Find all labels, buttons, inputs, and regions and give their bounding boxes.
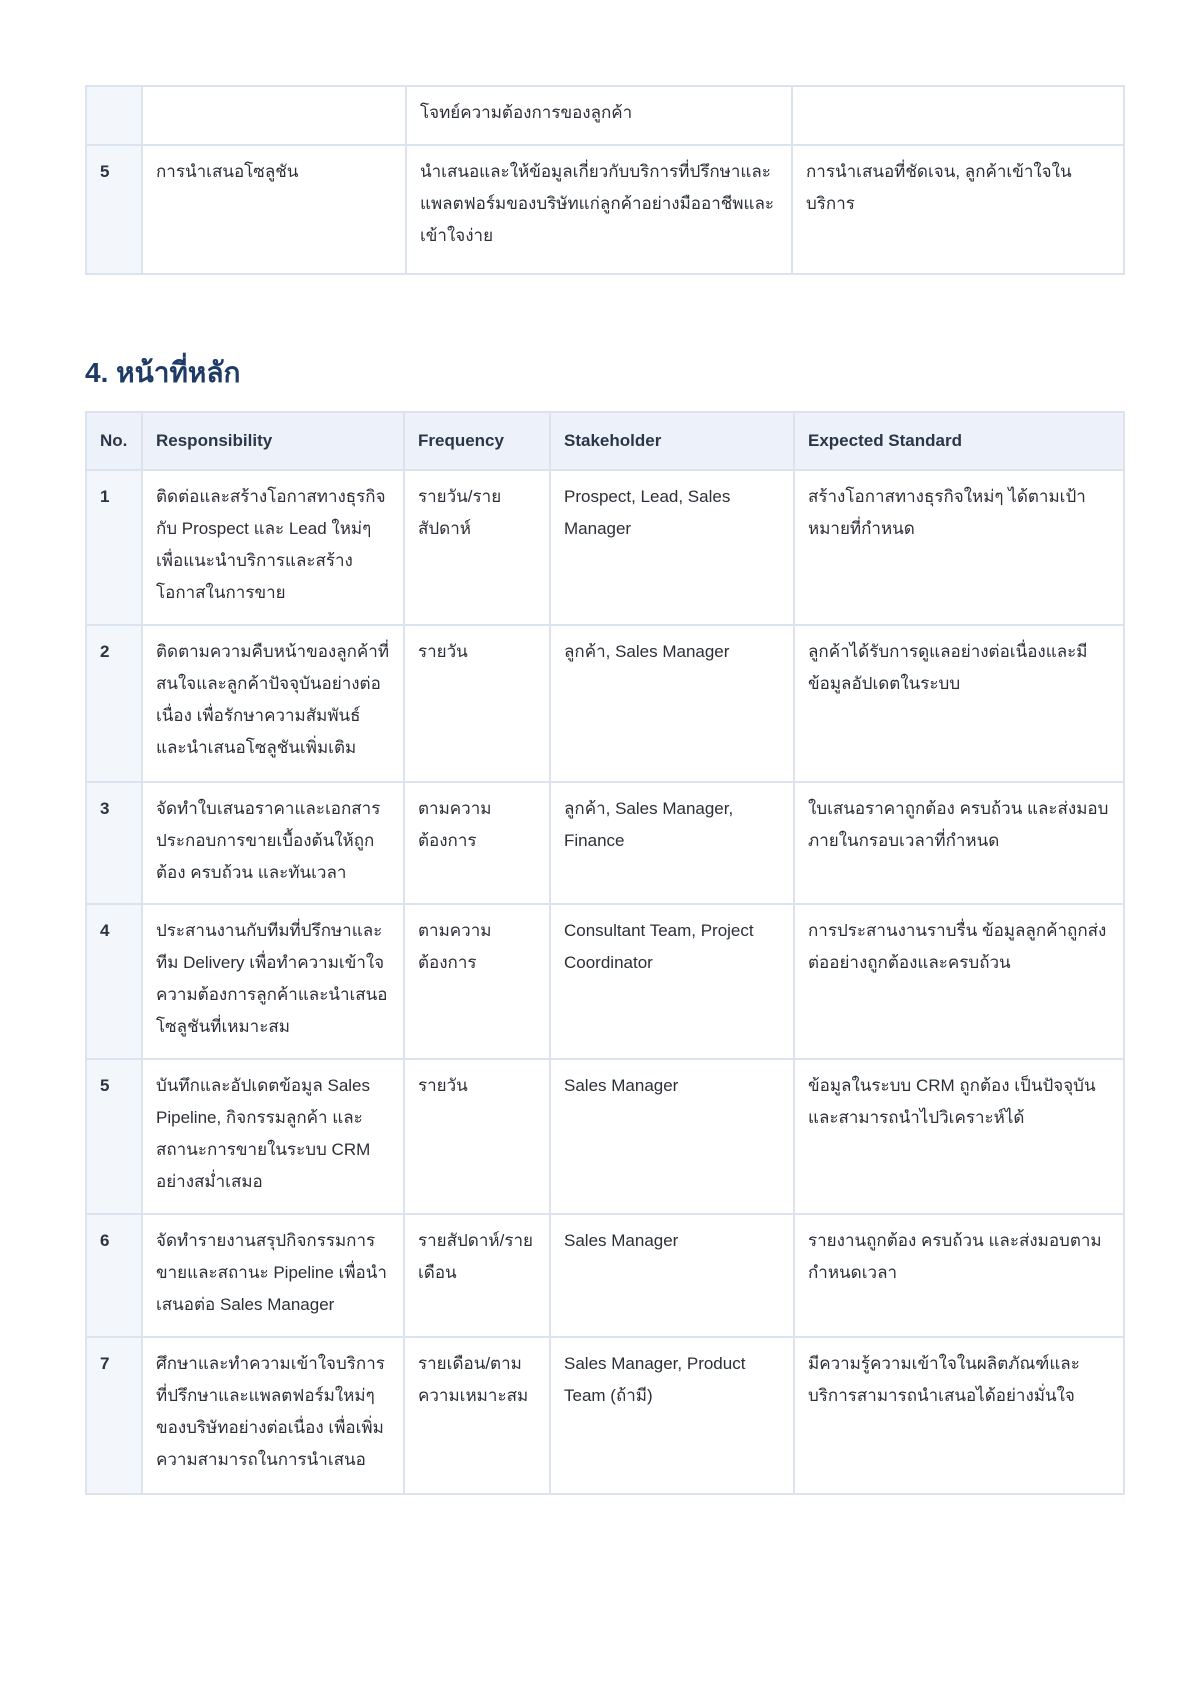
row-responsibility: ติดต่อและสร้างโอกาสทางธุรกิจกับ Prospect และ Lead ใหม่ๆ เพื่อแนะนำบริการและสร้างโอกาสในการขาย xyxy=(142,470,404,625)
row-number: 2 xyxy=(86,625,142,782)
table-header-row xyxy=(86,412,1124,470)
responsibilities-table xyxy=(85,411,1125,1495)
row-outcome xyxy=(792,86,1124,145)
row-topic: การนำเสนอโซลูชัน xyxy=(142,145,406,274)
row-outcome: การนำเสนอที่ชัดเจน, ลูกค้าเข้าใจในบริการ xyxy=(792,145,1124,274)
row-frequency: รายเดือน/ตามความเหมาะสม xyxy=(404,1337,550,1494)
row-number: 1 xyxy=(86,470,142,625)
row-frequency: รายวัน xyxy=(404,1059,550,1214)
row-stakeholder: Sales Manager xyxy=(550,1059,794,1214)
row-responsibility: ติดตามความคืบหน้าของลูกค้าที่สนใจและลูกค้าปัจจุบันอย่างต่อเนื่อง เพื่อรักษาความสัมพันธ์และนำเสนอโซลูชันเพิ่มเติม xyxy=(142,625,404,782)
row-number: 4 xyxy=(86,904,142,1059)
table-row xyxy=(86,782,1124,904)
previous-section-table xyxy=(85,85,1125,275)
row-number: 5 xyxy=(86,1059,142,1214)
row-responsibility: ประสานงานกับทีมที่ปรึกษาและทีม Delivery เพื่อทำความเข้าใจความต้องการลูกค้าและนำเสนอโซลูชันที่เหมาะสม xyxy=(142,904,404,1059)
row-expected-standard: การประสานงานราบรื่น ข้อมูลลูกค้าถูกส่งต่ออย่างถูกต้องและครบถ้วน xyxy=(794,904,1124,1059)
table-row xyxy=(86,86,1124,145)
row-expected-standard: สร้างโอกาสทางธุรกิจใหม่ๆ ได้ตามเป้าหมายที่กำหนด xyxy=(794,470,1124,625)
row-frequency: รายสัปดาห์/รายเดือน xyxy=(404,1214,550,1337)
row-expected-standard: ใบเสนอราคาถูกต้อง ครบถ้วน และส่งมอบภายในกรอบเวลาที่กำหนด xyxy=(794,782,1124,904)
row-frequency: รายวัน xyxy=(404,625,550,782)
row-responsibility: บันทึกและอัปเดตข้อมูล Sales Pipeline, กิจกรรมลูกค้า และสถานะการขายในระบบ CRM อย่างสม่ำเสมอ xyxy=(142,1059,404,1214)
row-stakeholder: Sales Manager xyxy=(550,1214,794,1337)
row-stakeholder: Consultant Team, Project Coordinator xyxy=(550,904,794,1059)
table-row xyxy=(86,625,1124,782)
table-row xyxy=(86,1214,1124,1337)
header-responsibility: Responsibility xyxy=(142,412,404,470)
row-stakeholder: Prospect, Lead, Sales Manager xyxy=(550,470,794,625)
row-detail: นำเสนอและให้ข้อมูลเกี่ยวกับบริการที่ปรึกษาและแพลตฟอร์มของบริษัทแก่ลูกค้าอย่างมืออาชีพและเข้าใจง่าย xyxy=(406,145,792,274)
row-frequency: ตามความต้องการ xyxy=(404,904,550,1059)
header-expected-standard: Expected Standard xyxy=(794,412,1124,470)
section-heading: 4. หน้าที่หลัก xyxy=(85,357,241,388)
row-responsibility: ศึกษาและทำความเข้าใจบริการที่ปรึกษาและแพลตฟอร์มใหม่ๆ ของบริษัทอย่างต่อเนื่อง เพื่อเพิ่มความสามารถในการนำเสนอ xyxy=(142,1337,404,1494)
table-row xyxy=(86,470,1124,625)
row-detail: โจทย์ความต้องการของลูกค้า xyxy=(406,86,792,145)
table-row xyxy=(86,145,1124,274)
row-expected-standard: ข้อมูลในระบบ CRM ถูกต้อง เป็นปัจจุบันและสามารถนำไปวิเคราะห์ได้ xyxy=(794,1059,1124,1214)
row-number: 3 xyxy=(86,782,142,904)
row-stakeholder: ลูกค้า, Sales Manager, Finance xyxy=(550,782,794,904)
row-number: 6 xyxy=(86,1214,142,1337)
row-topic xyxy=(142,86,406,145)
row-number xyxy=(86,86,142,145)
row-number: 5 xyxy=(86,145,142,274)
header-stakeholder: Stakeholder xyxy=(550,412,794,470)
row-responsibility: จัดทำใบเสนอราคาและเอกสารประกอบการขายเบื้องต้นให้ถูกต้อง ครบถ้วน และทันเวลา xyxy=(142,782,404,904)
header-no: No. xyxy=(86,412,142,470)
row-frequency: รายวัน/รายสัปดาห์ xyxy=(404,470,550,625)
header-frequency: Frequency xyxy=(404,412,550,470)
table-row xyxy=(86,1059,1124,1214)
table-row xyxy=(86,1337,1124,1494)
table-row xyxy=(86,904,1124,1059)
row-stakeholder: ลูกค้า, Sales Manager xyxy=(550,625,794,782)
row-frequency: ตามความต้องการ xyxy=(404,782,550,904)
row-responsibility: จัดทำรายงานสรุปกิจกรรมการขายและสถานะ Pipeline เพื่อนำเสนอต่อ Sales Manager xyxy=(142,1214,404,1337)
row-stakeholder: Sales Manager, Product Team (ถ้ามี) xyxy=(550,1337,794,1494)
row-expected-standard: มีความรู้ความเข้าใจในผลิตภัณฑ์และบริการสามารถนำเสนอได้อย่างมั่นใจ xyxy=(794,1337,1124,1494)
row-number: 7 xyxy=(86,1337,142,1494)
row-expected-standard: ลูกค้าได้รับการดูแลอย่างต่อเนื่องและมีข้อมูลอัปเดตในระบบ xyxy=(794,625,1124,782)
row-expected-standard: รายงานถูกต้อง ครบถ้วน และส่งมอบตามกำหนดเวลา xyxy=(794,1214,1124,1337)
